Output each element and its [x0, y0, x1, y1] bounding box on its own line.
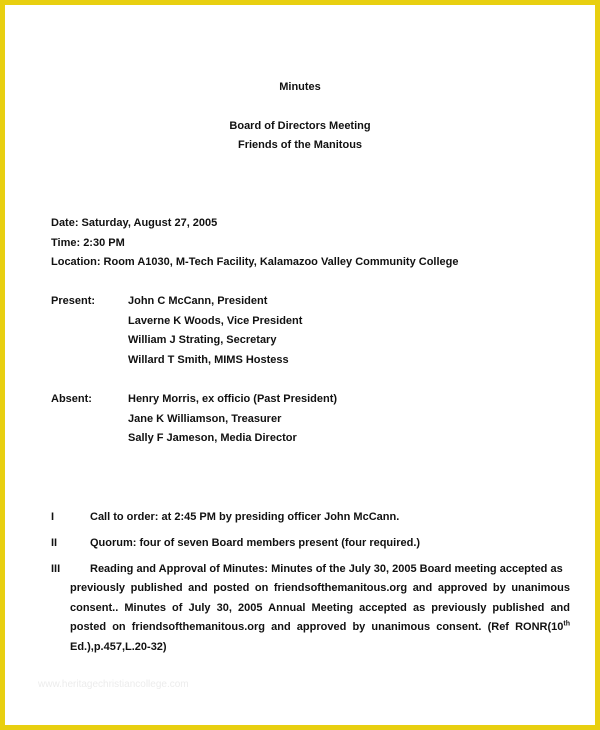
watermark: www.heritagechristiancollege.com	[38, 679, 189, 690]
absent-member: Henry Morris, ex officio (Past President)	[128, 393, 338, 405]
item-text: Call to order: at 2:45 PM by presiding officer John McCann.	[90, 511, 400, 523]
item-body-tail: Ed.),p.457,L.20-32)	[70, 640, 167, 653]
organization-name: Friends of the Manitous	[237, 139, 363, 151]
item-number: I	[51, 511, 55, 523]
absent-member: Jane K Williamson, Treasurer	[128, 413, 282, 425]
present-member: Laverne K Woods, Vice President	[128, 315, 303, 327]
item-number: II	[51, 537, 58, 549]
present-member: Willard T Smith, MIMS Hostess	[128, 354, 289, 366]
item-text: Quorum: four of seven Board members present (four required.)	[90, 537, 421, 549]
item-number: III	[51, 563, 61, 575]
present-member: John C McCann, President	[128, 295, 268, 307]
meeting-time: Time: 2:30 PM	[51, 237, 125, 249]
document-page	[5, 5, 595, 725]
absent-member: Sally F Jameson, Media Director	[128, 432, 297, 444]
meeting-location: Location: Room A1030, M-Tech Facility, Kalamazoo Valley Community College	[51, 256, 459, 268]
item-text-first-line: Reading and Approval of Minutes: Minutes of the July 30, 2005 Board meeting accepted as	[90, 563, 563, 575]
absent-label: Absent:	[51, 393, 92, 405]
meeting-date: Date: Saturday, August 27, 2005	[51, 217, 218, 229]
meeting-name: Board of Directors Meeting	[229, 120, 371, 132]
item-body-text: previously published and posted on friendsofthemanitous.org and approved by unanimous consent.. Minutes of July 30, 2005 Annual Meeting accepted as previously published and posted on friendsofthemanitous.org and approved by unanimous consent. (Ref RONR(10	[70, 582, 570, 633]
superscript: th	[563, 620, 570, 628]
document-title: Minutes	[279, 81, 321, 93]
present-label: Present:	[51, 295, 96, 307]
present-member: William J Strating, Secretary	[128, 334, 277, 346]
item-text-body	[70, 579, 570, 657]
